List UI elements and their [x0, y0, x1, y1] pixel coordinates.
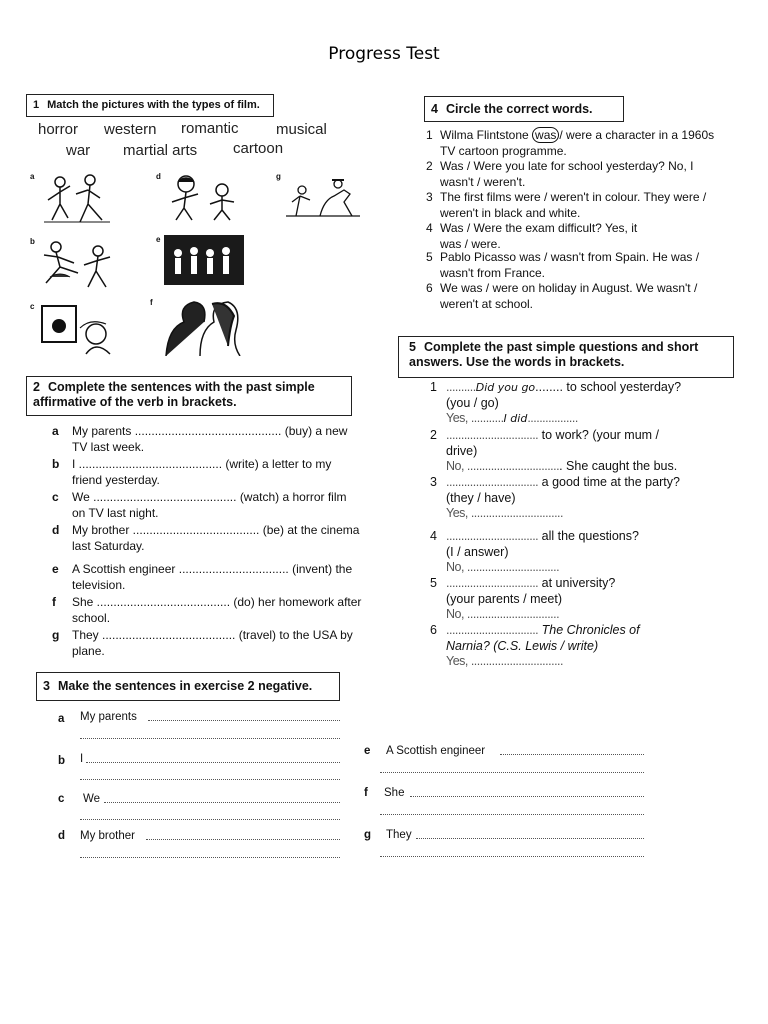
ex4-item-3 [426, 190, 726, 221]
ex5-item-1 [430, 380, 740, 427]
western-scene-image [276, 172, 366, 222]
answer-line[interactable] [380, 856, 644, 857]
item-letter: g [52, 628, 60, 642]
ex4-item-6 [426, 281, 726, 312]
item-letter: a [58, 713, 65, 725]
question-line: ............................... a good time at the party? [446, 475, 680, 489]
ex1-number: 1 [33, 99, 40, 111]
sentence-text: They ........................................ (travel) to the USA by plane. [72, 628, 353, 658]
prompt-line: (I / answer) [446, 544, 509, 559]
picture-b: b [30, 237, 125, 292]
sentence-text [440, 128, 726, 159]
ex1-vocab-martial-arts: martial arts [123, 142, 198, 159]
ex3-item-f [364, 786, 654, 800]
sentence-part: Wilma Flintstone [440, 128, 533, 142]
ex4-item-4 [426, 221, 726, 252]
item-number: 2 [430, 428, 437, 442]
ex1-heading-box [26, 94, 274, 117]
item-number: 5 [430, 576, 437, 590]
question-line: ..........Did you go........ to school yesterday? [446, 380, 682, 394]
picture-d: d [156, 172, 248, 222]
sentence-text[interactable]: We was / were on holiday in August. We wasn't / weren't at school. [440, 281, 698, 311]
ex4-item-2 [426, 159, 726, 190]
ex3-item-b [58, 752, 344, 766]
picture-g: g [276, 172, 366, 222]
prompt-line: (they / have) [446, 490, 516, 505]
answer-line[interactable] [380, 772, 644, 773]
sentence-part: / were a character in a 1960s TV cartoon programme. [440, 128, 715, 158]
war-scene-image [156, 172, 248, 222]
ex5-heading: Complete the past simple questions and short answers. Use the words in brackets. [409, 340, 699, 369]
ex2-item-d [52, 523, 362, 554]
answer-line: Yes, ............................... [446, 654, 563, 668]
ex2-number: 2 [33, 380, 40, 394]
picture-e: e [156, 235, 246, 287]
romantic-scene-image [150, 298, 242, 356]
item-number: 4 [430, 529, 437, 543]
sentence-start: They [386, 829, 412, 841]
answer-line: No, ............................... [446, 560, 560, 574]
horror-scene-image [30, 172, 120, 228]
item-letter: d [58, 830, 66, 842]
ex2-heading-box [26, 376, 352, 416]
answer-line[interactable] [104, 802, 340, 803]
sentence-text: She ........................................ (do) her homework after school. [72, 595, 362, 625]
item-letter: d [52, 523, 60, 537]
picture-c: c [30, 302, 125, 356]
ex3-item-a [58, 710, 344, 724]
answer-line[interactable] [416, 838, 644, 839]
ex2-item-f [52, 595, 362, 626]
answer-line[interactable] [86, 762, 340, 763]
answer-line: Yes, ...........I did................. [446, 411, 578, 425]
item-letter: e [364, 745, 371, 757]
ex2-item-c [52, 490, 362, 521]
ex2-item-b [52, 457, 362, 488]
ex2-item-g [52, 628, 362, 659]
item-letter: f [364, 787, 368, 799]
item-number: 6 [426, 281, 433, 295]
sentence-text: A Scottish engineer ................................. (invent) the television. [72, 562, 353, 592]
handwritten-answer[interactable]: I did [503, 412, 528, 425]
answer-line[interactable] [80, 819, 340, 820]
prompt-line: (you / go) [446, 395, 499, 410]
sentence-start: We [83, 793, 101, 805]
question-line: ............................... The Chronicles of [446, 623, 640, 637]
ex1-vocab-romantic: romantic [181, 120, 239, 137]
answer-line[interactable] [500, 754, 644, 755]
ex1-heading: Match the pictures with the types of film. [47, 99, 260, 111]
ex3-heading: Make the sentences in exercise 2 negative. [57, 679, 313, 693]
ex4-heading-box [424, 96, 624, 122]
sentence-start: A Scottish engineer [386, 745, 486, 757]
ex3-item-e [364, 744, 654, 758]
musical-scene-image [156, 235, 246, 287]
ex5-item-2 [430, 428, 740, 475]
ex3-number: 3 [43, 679, 50, 693]
sentence-start: My brother [80, 830, 135, 842]
answer-line[interactable] [80, 779, 340, 780]
sentence-text: My parents ............................................ (buy) a new TV last week. [72, 424, 348, 454]
prompt-line: (your parents / meet) [446, 591, 563, 606]
answer-line[interactable] [80, 738, 340, 739]
item-letter: g [364, 829, 372, 841]
ex5-item-6 [430, 623, 740, 670]
ex1-vocab-war: war [66, 142, 91, 159]
page-title: Progress Test [328, 44, 440, 64]
sentence-text[interactable]: Pablo Picasso was / wasn't from Spain. He was / wasn't from France. [440, 250, 700, 280]
prompt-line: drive) [446, 443, 478, 458]
sentence-text[interactable]: Was / Were the exam difficult? Yes, it was / were. [440, 221, 638, 251]
item-number: 6 [430, 623, 437, 637]
ex5-item-5 [430, 576, 740, 623]
ex5-item-4 [430, 529, 740, 576]
answer-line: No, ................................ She caught the bus. [446, 459, 678, 473]
item-letter: e [52, 562, 59, 576]
ex3-item-c [58, 792, 344, 806]
sentence-text[interactable]: Was / Were you late for school yesterday? No, I wasn't / weren't. [440, 159, 694, 189]
item-letter: c [52, 490, 59, 504]
item-number: 3 [426, 190, 433, 204]
ex4-number: 4 [431, 102, 438, 116]
sentence-text: I ........................................... (write) a letter to my friend yesterday. [72, 457, 332, 487]
prompt-line: Narnia? (C.S. Lewis / write) [446, 638, 599, 653]
ex2-item-e [52, 562, 362, 593]
question-line: ............................... all the questions? [446, 529, 639, 543]
ex5-item-3 [430, 475, 740, 522]
ex4-item-5 [426, 250, 726, 281]
item-number: 1 [430, 380, 437, 394]
answer-line[interactable] [148, 720, 340, 721]
answer-line[interactable] [380, 814, 644, 815]
martial-arts-scene-image [30, 237, 125, 292]
item-letter: c [58, 793, 65, 805]
item-letter: a [52, 424, 59, 438]
question-line: ............................... at university? [446, 576, 616, 590]
ex5-heading-box [398, 336, 734, 378]
item-letter: f [52, 595, 56, 609]
ex3-item-g [364, 828, 654, 842]
picture-f: f [150, 298, 242, 356]
item-letter: b [52, 457, 60, 471]
ex4-item-1 [426, 128, 726, 159]
answer-line: Yes, ............................... [446, 506, 563, 520]
sentence-text: My brother ...................................... (be) at the cinema last Saturday. [72, 523, 360, 553]
answer-line: No, ............................... [446, 607, 560, 621]
sentence-start: She [384, 787, 405, 799]
sentence-start: I [80, 753, 84, 765]
item-number: 2 [426, 159, 433, 173]
ex1-vocab-cartoon: cartoon [233, 140, 284, 157]
ex4-heading: Circle the correct words. [445, 102, 593, 116]
sentence-text[interactable]: The first films were / weren't in colour. They were / weren't in black and white. [440, 190, 707, 220]
item-number: 1 [426, 128, 433, 142]
ex1-vocab-musical: musical [276, 121, 327, 138]
ex1-vocab-horror: horror [38, 121, 79, 138]
circled-answer[interactable]: was [532, 127, 559, 143]
item-letter: b [58, 755, 66, 767]
question-line: ............................... to work? (your mum / [446, 428, 660, 442]
cartoon-scene-image [30, 302, 125, 356]
handwritten-answer[interactable]: Did you go [475, 381, 536, 394]
item-number: 5 [426, 250, 433, 264]
answer-line[interactable] [146, 839, 340, 840]
ex2-heading: Complete the sentences with the past simple affirmative of the verb in brackets. [33, 380, 315, 409]
answer-line[interactable] [410, 796, 644, 797]
picture-a: a [30, 172, 120, 228]
item-number: 4 [426, 221, 433, 235]
sentence-start: My parents [80, 711, 137, 723]
ex3-heading-box [36, 672, 340, 701]
ex3-item-d [58, 829, 344, 843]
answer-line[interactable] [80, 857, 340, 858]
ex1-vocab-western: western [104, 121, 157, 138]
ex5-number: 5 [409, 340, 416, 354]
item-number: 3 [430, 475, 437, 489]
sentence-text: We ........................................... (watch) a horror film on TV last night. [72, 490, 347, 520]
ex2-item-a [52, 424, 362, 455]
